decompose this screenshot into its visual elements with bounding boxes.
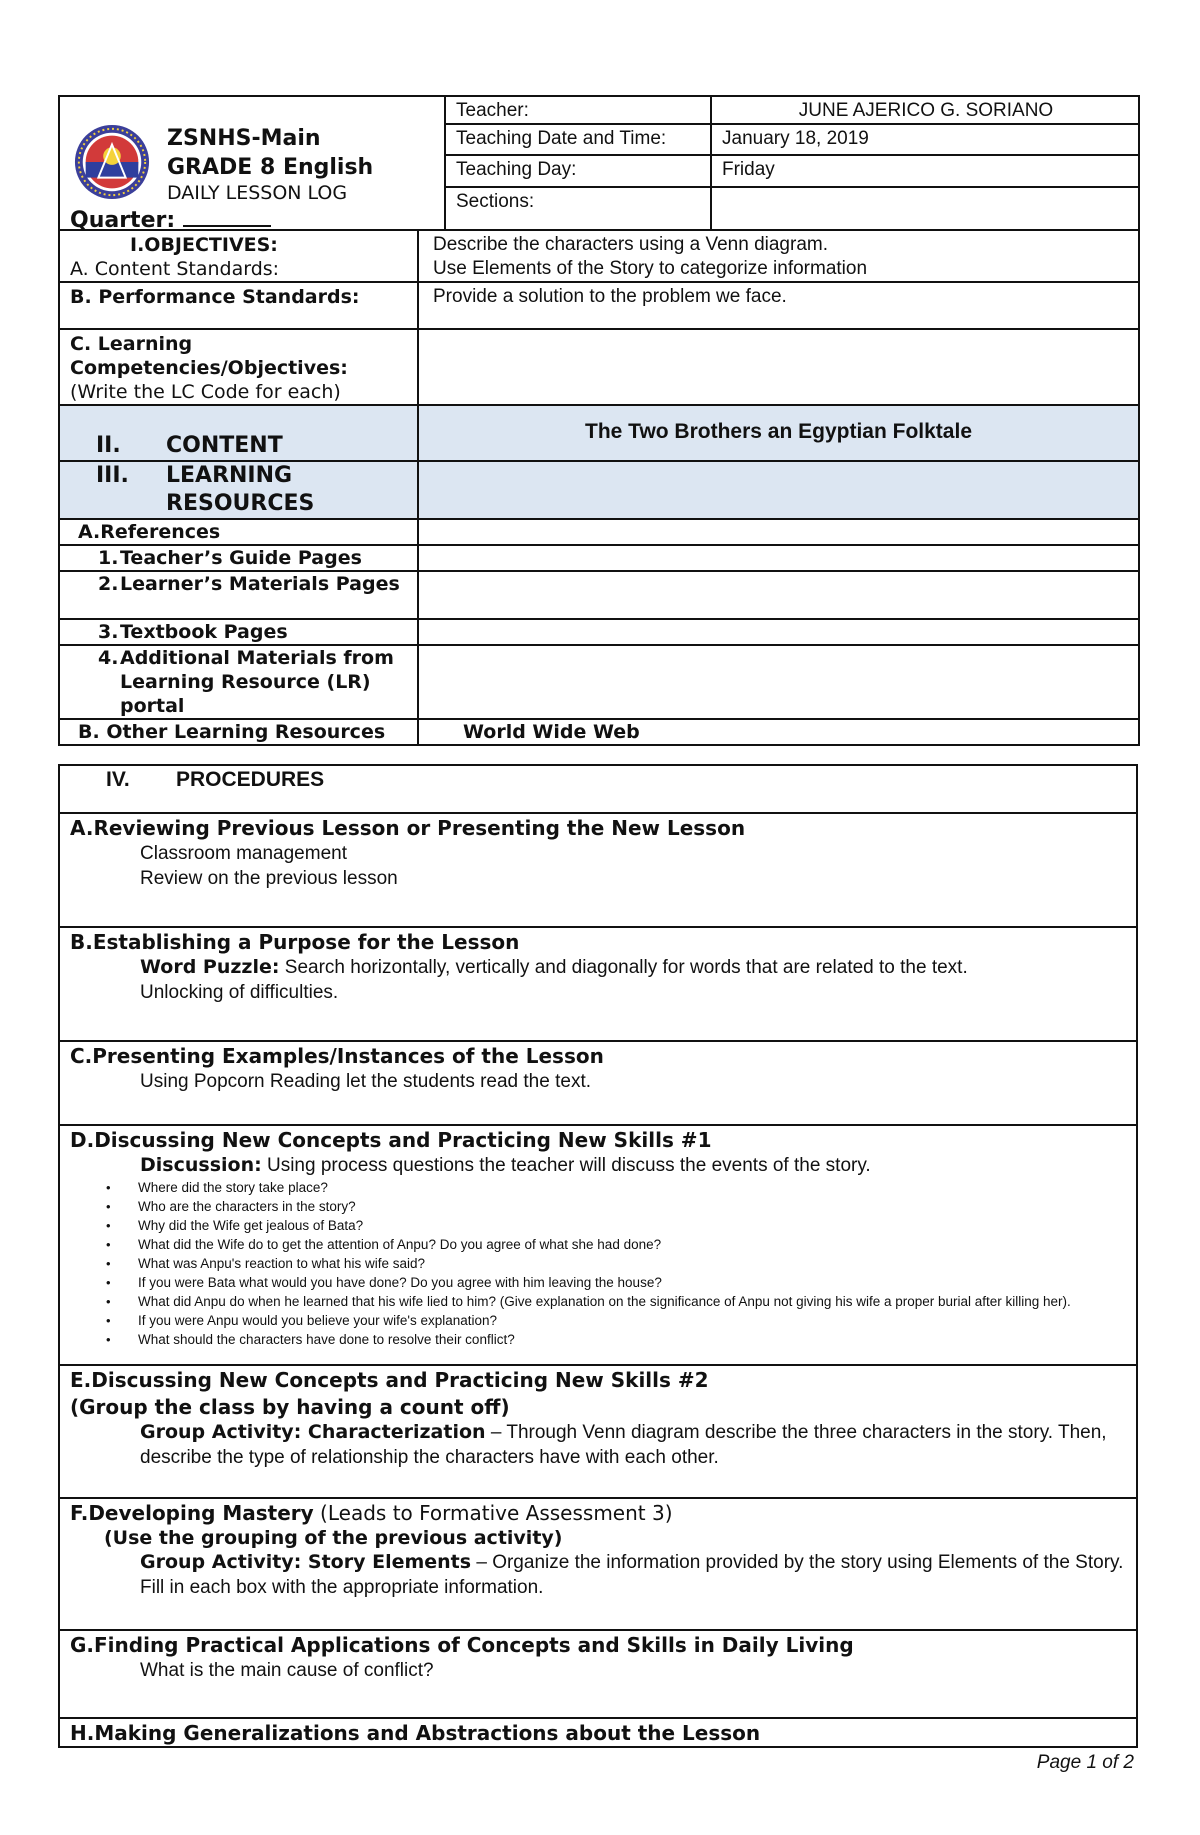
teacher-value: JUNE AJERICO G. SORIANO	[711, 96, 1139, 124]
lesson-log-header-table	[58, 95, 1140, 746]
procedure-c-line-1: Using Popcorn Reading let the students read the text.	[140, 1071, 591, 1092]
procedure-f-text: – Organize the information provided by the story using Elements of the Story. Fill in each box with the appropriate information.	[140, 1552, 1124, 1598]
procedures-table	[58, 764, 1138, 1748]
procedure-d-text: Using process questions the teacher will discuss the events of the story.	[261, 1155, 871, 1176]
other-resources-label: B. Other Learning Resources	[59, 719, 418, 745]
resource-item-num: 1.	[98, 547, 119, 569]
references-value	[418, 519, 1139, 545]
list-item: • Where did the story take place?	[138, 1178, 1136, 1197]
competencies-cell	[59, 329, 418, 405]
content-label: CONTENT	[166, 433, 283, 458]
resource-item-tg-value[interactable]	[418, 545, 1139, 571]
resource-item-textbook-value[interactable]	[418, 619, 1139, 645]
list-item: • If you were Anpu would you believe your wife's explanation?	[138, 1311, 1136, 1330]
procedure-f-title-row	[60, 1499, 1136, 1526]
page-number: Page 1 of 2	[1036, 1752, 1134, 1773]
procedure-c	[59, 1041, 1137, 1125]
procedure-e-title: E.Discussing New Concepts and Practicing New Skills #2	[70, 1368, 709, 1392]
day-value: Friday	[711, 155, 1139, 187]
performance-standards-value: Provide a solution to the problem we face.	[418, 282, 1139, 329]
resource-item-tg	[59, 545, 418, 571]
procedure-b-title: B.Establishing a Purpose for the Lesson	[70, 930, 520, 954]
procedure-e-subtitle: (Group the class by having a count off)	[70, 1395, 510, 1419]
procedure-e-line-1	[60, 1420, 1136, 1470]
resource-item-label: Additional Materials from Learning Resource (LR) portal	[120, 647, 394, 717]
competencies-label-1: C. Learning	[70, 333, 193, 355]
resources-label-1: LEARNING	[166, 463, 293, 488]
procedures-num: IV.	[106, 768, 130, 791]
procedure-e	[59, 1365, 1137, 1498]
resources-num: III.	[96, 463, 129, 488]
list-item: • Why did the Wife get jealous of Bata?	[138, 1216, 1136, 1235]
procedure-b-text: Search horizontally, vertically and diagonally for words that are related to the text.	[279, 957, 968, 978]
competencies-value[interactable]	[418, 329, 1139, 405]
deped-seal-icon	[73, 123, 151, 201]
list-item: • What did the Wife do to get the attention of Anpu? Do you agree of what she had done?	[138, 1235, 1136, 1254]
quarter-field	[70, 207, 271, 233]
procedure-f-title: F.Developing Mastery	[70, 1501, 314, 1525]
content-standards-line-1: Describe the characters using a Venn diagram.	[433, 234, 828, 255]
procedure-b	[59, 927, 1137, 1041]
procedure-a	[59, 813, 1137, 927]
procedure-c-title: C.Presenting Examples/Instances of the Lesson	[70, 1044, 604, 1068]
procedure-f-activity: Group Activity: Story Elements	[140, 1551, 472, 1573]
procedure-f-subtitle: (Use the grouping of the previous activity)	[104, 1527, 563, 1549]
procedure-f-note: (Leads to Formative Assessment 3)	[313, 1501, 673, 1525]
competencies-note: (Write the LC Code for each)	[70, 381, 341, 403]
procedures-title: PROCEDURES	[176, 768, 325, 791]
list-item: • If you were Bata what would you have done? Do you agree with him leaving the house?	[138, 1273, 1136, 1292]
performance-standards-label: B. Performance Standards:	[59, 282, 418, 329]
quarter-label: Quarter:	[70, 208, 176, 233]
procedure-h	[59, 1718, 1137, 1747]
date-value: January 18, 2019	[711, 124, 1139, 155]
content-standards-line-2: Use Elements of the Story to categorize information	[433, 258, 868, 279]
resource-item-lr-portal	[59, 645, 418, 719]
procedure-a-line-2: Review on the previous lesson	[140, 868, 398, 889]
procedure-e-activity: Group Activity: Characterization	[140, 1421, 486, 1443]
procedure-f-line-1	[60, 1550, 1136, 1600]
process-questions-list	[60, 1178, 1136, 1349]
procedure-a-title: A.Reviewing Previous Lesson or Presenting the New Lesson	[70, 816, 746, 840]
sections-value[interactable]	[711, 187, 1139, 230]
resource-item-label: Textbook Pages	[120, 621, 288, 643]
resource-item-label: Learner’s Materials Pages	[120, 573, 400, 595]
resource-item-num: 2.	[98, 573, 119, 595]
resource-item-num: 4.	[98, 647, 119, 669]
list-item: • What was Anpu's reaction to what his wife said?	[138, 1254, 1136, 1273]
school-name: ZSNHS-Main	[167, 126, 321, 151]
lesson-title: The Two Brothers an Egyptian Folktale	[418, 405, 1139, 461]
resource-item-num: 3.	[98, 621, 119, 643]
procedure-b-line-2: Unlocking of difficulties.	[140, 982, 339, 1003]
procedure-d	[59, 1125, 1137, 1365]
content-standards-value	[418, 230, 1139, 282]
content-section-label	[59, 405, 418, 461]
procedure-d-activity: Discussion:	[140, 1154, 262, 1176]
resource-item-textbook	[59, 619, 418, 645]
procedure-f	[59, 1498, 1137, 1630]
resources-label-2: RESOURCES	[166, 491, 315, 516]
procedure-d-line-1	[60, 1153, 1136, 1178]
references-label: A.References	[59, 519, 418, 545]
list-item: • Who are the characters in the story?	[138, 1197, 1136, 1216]
procedure-g-title: G.Finding Practical Applications of Concepts and Skills in Daily Living	[70, 1633, 854, 1657]
resource-item-lr-portal-value[interactable]	[418, 645, 1139, 719]
procedure-g	[59, 1630, 1137, 1718]
school-header-cell	[59, 96, 445, 233]
resource-item-lm	[59, 571, 418, 619]
list-item: • What should the characters have done to resolve their conflict?	[138, 1330, 1136, 1349]
procedures-header	[59, 765, 1137, 813]
sections-label: Sections:	[445, 187, 711, 230]
day-label: Teaching Day:	[445, 155, 711, 187]
date-label: Teaching Date and Time:	[445, 124, 711, 155]
teacher-label: Teacher:	[445, 96, 711, 124]
list-item: • What did Anpu do when he learned that his wife lied to him? (Give explanation on the significance of Anpu not giving his wife a proper burial after killing her).	[138, 1292, 1136, 1311]
competencies-label-2: Competencies/Objectives:	[70, 357, 348, 379]
procedure-b-activity: Word Puzzle:	[140, 956, 280, 978]
procedure-b-line-1	[60, 955, 1136, 980]
content-num: II.	[96, 433, 121, 458]
content-standards-label: A. Content Standards:	[70, 258, 280, 280]
procedure-g-line-1: What is the main cause of conflict?	[140, 1660, 434, 1681]
subject-title: GRADE 8 English	[167, 155, 374, 180]
procedure-d-title: D.Discussing New Concepts and Practicing New Skills #1	[70, 1128, 712, 1152]
quarter-value[interactable]	[183, 207, 271, 227]
resources-section-value	[418, 461, 1139, 519]
procedure-h-title: H.Making Generalizations and Abstractions about the Lesson	[70, 1721, 761, 1745]
resources-section-label	[59, 461, 418, 519]
objectives-title: I.OBJECTIVES:	[130, 234, 278, 256]
procedure-e-text: – Through Venn diagram describe the three characters in the story. Then, describe the type of relationship the characters have with each other.	[140, 1422, 1107, 1468]
procedure-a-line-1: Classroom management	[140, 843, 347, 864]
resource-item-lm-value[interactable]	[418, 571, 1139, 619]
resource-item-label: Teacher’s Guide Pages	[120, 547, 362, 569]
other-resources-value: World Wide Web	[418, 719, 1139, 745]
doc-type: DAILY LESSON LOG	[167, 182, 348, 204]
content-standards-cell	[59, 230, 418, 282]
